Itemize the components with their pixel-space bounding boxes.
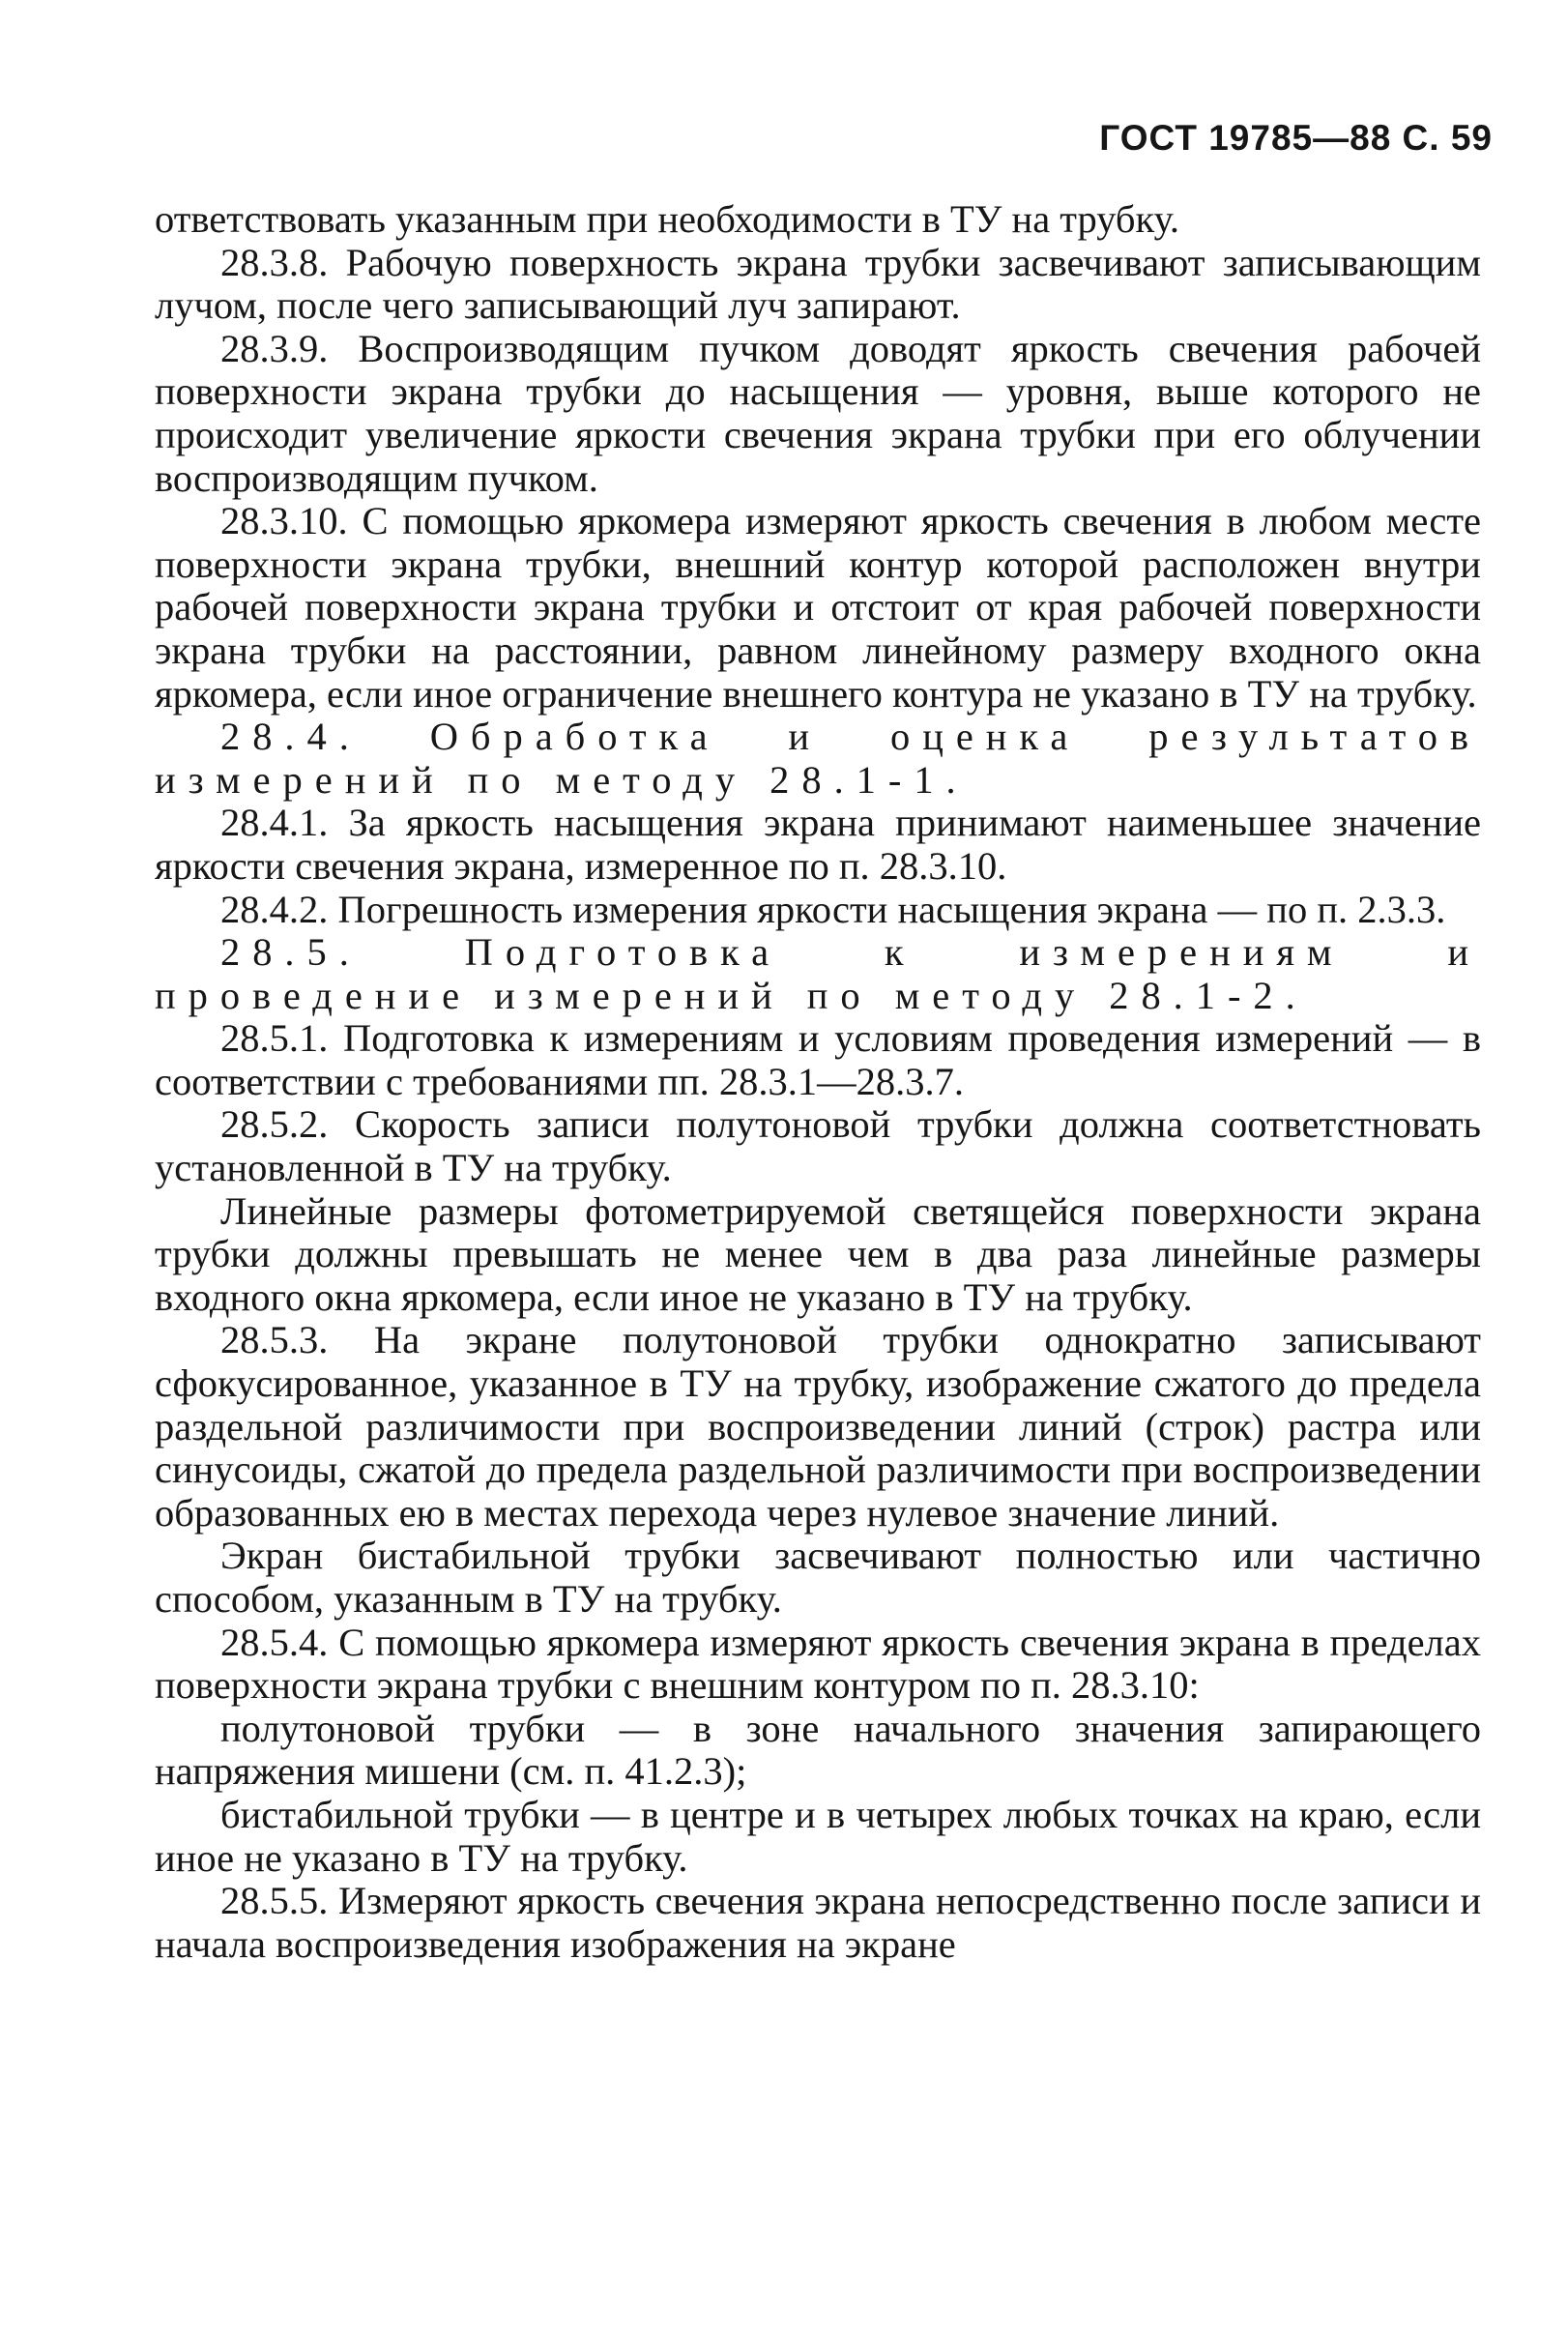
document-body: [155, 198, 1481, 1966]
paragraph-28-3-10: 28.3.10. С помощью яркомера измеряют яркость свечения в любом месте поверхности экрана трубки, внешний контур которой расположен внутри рабочей поверхности экрана трубки и отстоит от края рабочей поверхности экрана трубки на расстоянии, равном линейному размеру входного окна яркомера, если иное ограничение внешнего контура не указано в ТУ на трубку.: [155, 499, 1481, 716]
paragraph-28-5-4: 28.5.4. С помощью яркомера измеряют яркость свечения экрана в пределах поверхности экрана трубки с внешним контуром по п. 28.3.10:: [155, 1620, 1481, 1708]
paragraph-28-5-1: 28.5.1. Подготовка к измерениям и условиям проведения измерений — в соответствии с требованиями пп. 28.3.1—28.3.7.: [155, 1016, 1481, 1103]
paragraph-28-4-2: 28.4.2. Погрешность измерения яркости насыщения экрана — по п. 2.3.3.: [220, 887, 1446, 931]
paragraph-linear-sizes: Линейные размеры фотометрируемой светящейся поверхности экрана трубки должны превышать не менее чем в два раза линейные размеры входного окна яркомера, если иное не указано в ТУ на трубку.: [155, 1188, 1481, 1319]
paragraph-bistable-screen: Экран бистабильной трубки засвечивают полностью или частично способом, указанным в ТУ на трубку.: [155, 1534, 1481, 1621]
paragraph-28-4-1: 28.4.1. За яркость насыщения экрана принимают наименьшее значение яркости свечения экрана, измеренное по п. 28.3.10.: [155, 801, 1481, 888]
page-header: ГОСТ 19785—88 С. 59: [1099, 118, 1493, 158]
section-heading-28-4: 28.4. Обработка и оценка результатов измерений по методу 28.1-1.: [155, 715, 1481, 802]
paragraph-continuation: ответствовать указанным при необходимости в ТУ на трубку.: [155, 197, 1179, 241]
paragraph-28-3-8: 28.3.8. Рабочую поверхность экрана трубки засвечивают записывающим лучом, после чего записывающий луч запирают.: [155, 240, 1481, 328]
paragraph-28-5-3: 28.5.3. На экране полутоновой трубки однократно записывают сфокусированное, указанное в ТУ на трубку, изображение сжатого до предела раздельной различимости при воспроизведении линий (строк) растра или синусоиды, сжатой до предела раздельной различимости при воспроизведении образованных ею в местах перехода через нулевое значение линий.: [155, 1318, 1481, 1535]
paragraph-28-5-5: 28.5.5. Измеряют яркость свечения экрана непосредственно после записи и начала воспроизведения изображения на экране: [155, 1879, 1481, 1966]
section-heading-28-5: 28.5. Подготовка к измерениям и проведение измерений по методу 28.1-2.: [155, 930, 1481, 1017]
paragraph-bistable-tube: бистабильной трубки — в центре и в четырех любых точках на краю, если иное не указано в ТУ на трубку.: [155, 1792, 1481, 1880]
paragraph-28-5-2: 28.5.2. Скорость записи полутоновой трубки должна соответстновать установленной в ТУ на трубку.: [155, 1102, 1481, 1190]
paragraph-halftone-tube: полутоновой трубки — в зоне начального значения запирающего напряжения мишени (см. п. 41.2.3);: [155, 1706, 1481, 1794]
paragraph-28-3-9: 28.3.9. Воспроизводящим пучком доводят яркость свечения рабочей поверхности экрана трубки до насыщения — уровня, выше которого не происходит увеличение яркости свечения экрана трубки при его облучении воспроизводящим пучком.: [155, 326, 1481, 500]
